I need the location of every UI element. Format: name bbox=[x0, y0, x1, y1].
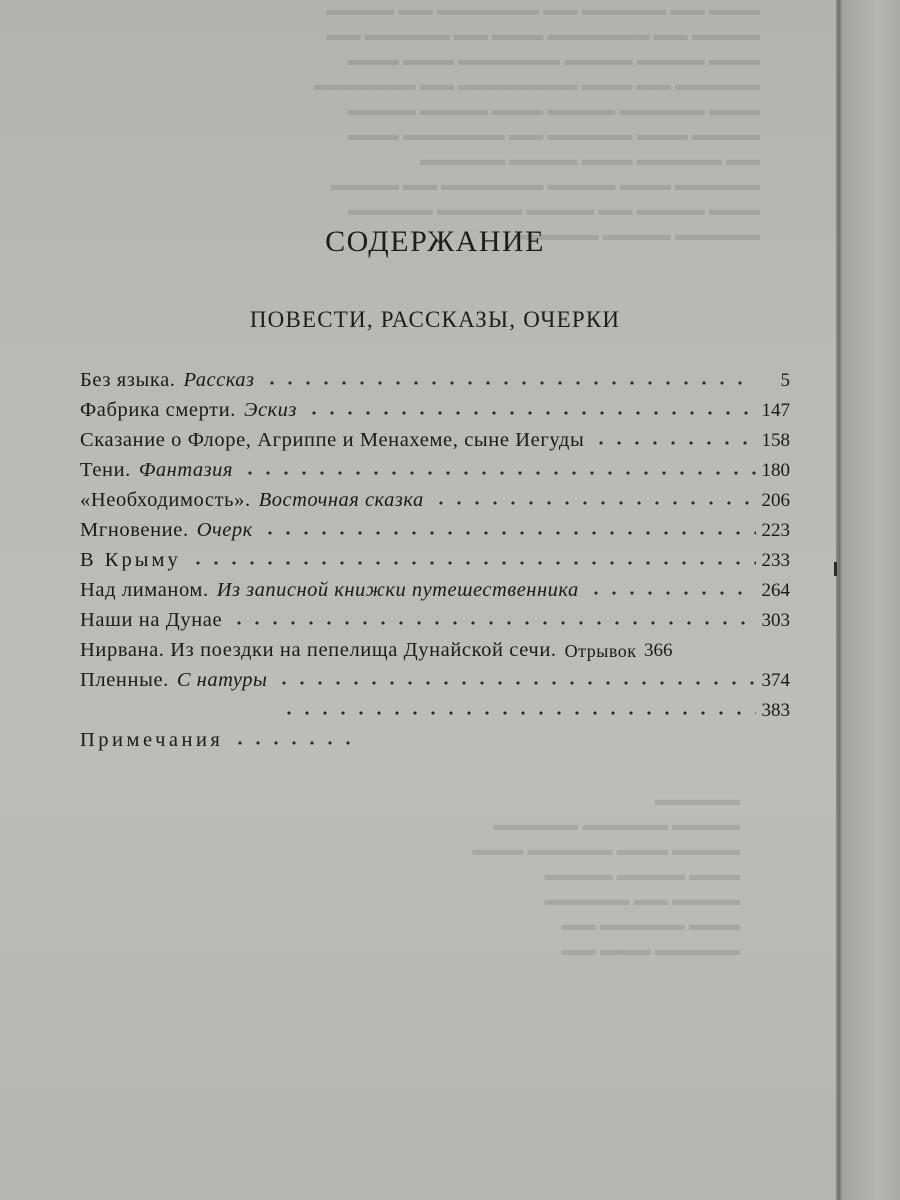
bleed-through-text: ▬▬▬ ▬▬ ▬▬▬▬▬ ▬▬ ▬▬▬▬▬▬ ▬▬ ▬▬▬▬ ▬▬▬▬ ▬▬ ▬▬▬▬▬▬ ▬▬▬ ▬▬ ▬▬▬▬▬ ▬▬ ▬▬▬ ▬▬▬▬ ▬▬▬▬ ▬▬▬▬▬▬ ▬▬▬ ▬▬▬ ▬▬▬▬▬ ▬▬ ▬▬▬ ▬▬▬▬▬▬▬ ▬▬ ▬▬▬▬▬▬ ▬▬▬ ▬▬▬▬▬ ▬▬▬▬ ▬▬▬ ▬▬▬▬ ▬▬▬▬ ▬▬▬▬ ▬▬▬ ▬▬▬▬▬ ▬▬ ▬▬▬▬▬▬ ▬▬▬ ▬▬ ▬▬▬▬▬ ▬▬▬ ▬▬▬▬ ▬▬▬▬▬ ▬▬▬▬▬ ▬▬▬ ▬▬▬▬ ▬▬▬▬▬▬ ▬▬ ▬▬▬▬ ▬▬▬ ▬▬▬▬ ▬▬ ▬▬▬▬ ▬▬▬▬▬ ▬▬▬▬▬ ▬▬▬▬▬ ▬▬▬▬ ▬▬▬▬▬ bbox=[313, 0, 760, 244]
adjacent-page bbox=[842, 0, 900, 1200]
dot-leader bbox=[241, 469, 756, 477]
toc-entry-genre: Очерк bbox=[196, 519, 253, 541]
dot-leader bbox=[305, 409, 756, 417]
toc-entry-genre: С натуры bbox=[176, 669, 268, 691]
toc-entry-title: Мгновение. bbox=[80, 519, 189, 541]
toc-entry-genre: Отрывок bbox=[564, 641, 637, 661]
toc-entry-page: 233 bbox=[761, 550, 790, 571]
toc-entry bbox=[80, 632, 790, 662]
toc-entry-page: 206 bbox=[761, 490, 790, 511]
dot-leader bbox=[587, 589, 756, 597]
toc-entry-page: 5 bbox=[780, 370, 790, 391]
toc-entry-title: Без языка. bbox=[80, 369, 176, 391]
dot-leader bbox=[280, 709, 756, 717]
toc-entry bbox=[80, 662, 790, 692]
notes-row bbox=[80, 722, 790, 752]
toc-entry bbox=[80, 392, 790, 422]
toc-entry-genre: Восточная сказка bbox=[258, 489, 424, 511]
toc-entry-title: Наши на Дунае bbox=[80, 609, 223, 631]
toc-entry-title: Фабрика смерти. bbox=[80, 399, 237, 421]
toc-entry bbox=[80, 542, 790, 572]
dot-leader bbox=[231, 739, 361, 747]
dot-leader bbox=[189, 559, 756, 567]
toc-entry bbox=[80, 482, 790, 512]
toc-entry bbox=[80, 512, 790, 542]
table-of-contents bbox=[80, 362, 790, 752]
toc-entry-page: 223 bbox=[761, 520, 790, 541]
toc-entry-page: 158 bbox=[761, 430, 790, 451]
notes-title: Примечания bbox=[80, 729, 224, 751]
toc-entry bbox=[80, 602, 790, 632]
notes-page-row bbox=[80, 692, 790, 722]
bleed-through-text-lower: ▬▬▬▬▬ ▬▬▬▬ ▬▬▬▬▬ ▬▬▬▬▬ ▬▬▬▬ ▬▬▬ ▬▬▬▬▬ ▬▬▬ ▬▬▬ ▬▬▬▬ ▬▬▬▬ ▬▬▬▬ ▬▬ ▬▬▬▬▬ ▬▬▬ ▬▬▬▬▬ ▬▬ ▬▬▬▬▬ ▬▬▬ ▬▬ bbox=[472, 790, 740, 959]
dot-leader bbox=[592, 439, 756, 447]
dot-leader bbox=[275, 679, 756, 687]
toc-entry-page: 180 bbox=[761, 460, 790, 481]
toc-entry-title: Над лиманом. bbox=[80, 579, 209, 601]
toc-entry-title: Пленные. bbox=[80, 669, 169, 691]
dot-leader bbox=[432, 499, 756, 507]
edge-mark bbox=[834, 562, 837, 576]
toc-entry-genre: Эскиз bbox=[244, 399, 297, 421]
toc-entry-title: Нирвана. Из поездки на пепелища Дунайской сечи. bbox=[80, 639, 557, 661]
toc-entry-page: 264 bbox=[761, 580, 790, 601]
toc-entry-title: Сказание о Флоре, Агриппе и Менахеме, сыне Иегуды bbox=[80, 429, 585, 451]
toc-entry bbox=[80, 572, 790, 602]
notes-page-number: 383 bbox=[761, 700, 790, 721]
toc-entry-title: «Необходимость». bbox=[80, 489, 251, 511]
toc-entry-page: 374 bbox=[761, 670, 790, 691]
toc-entry bbox=[80, 362, 790, 392]
toc-entry-genre: Фантазия bbox=[138, 459, 233, 481]
toc-entry-genre: Рассказ bbox=[183, 369, 255, 391]
toc-entry-title: Тени. bbox=[80, 459, 131, 481]
dot-leader bbox=[263, 379, 756, 387]
toc-entry-genre: Из записной книжки путешественника bbox=[216, 579, 579, 601]
toc-entry-page: 366 bbox=[643, 640, 673, 661]
dot-leader bbox=[261, 529, 756, 537]
contents-heading: СОДЕРЖАНИЕ bbox=[325, 225, 545, 258]
toc-entry-page: 303 bbox=[761, 610, 790, 631]
toc-entry bbox=[80, 422, 790, 452]
toc-entry-page: 147 bbox=[761, 400, 790, 421]
dot-leader bbox=[230, 619, 756, 627]
section-heading: ПОВЕСТИ, РАССКАЗЫ, ОЧЕРКИ bbox=[249, 307, 621, 332]
toc-entry bbox=[80, 452, 790, 482]
toc-entry-title: В Крыму bbox=[80, 549, 181, 571]
